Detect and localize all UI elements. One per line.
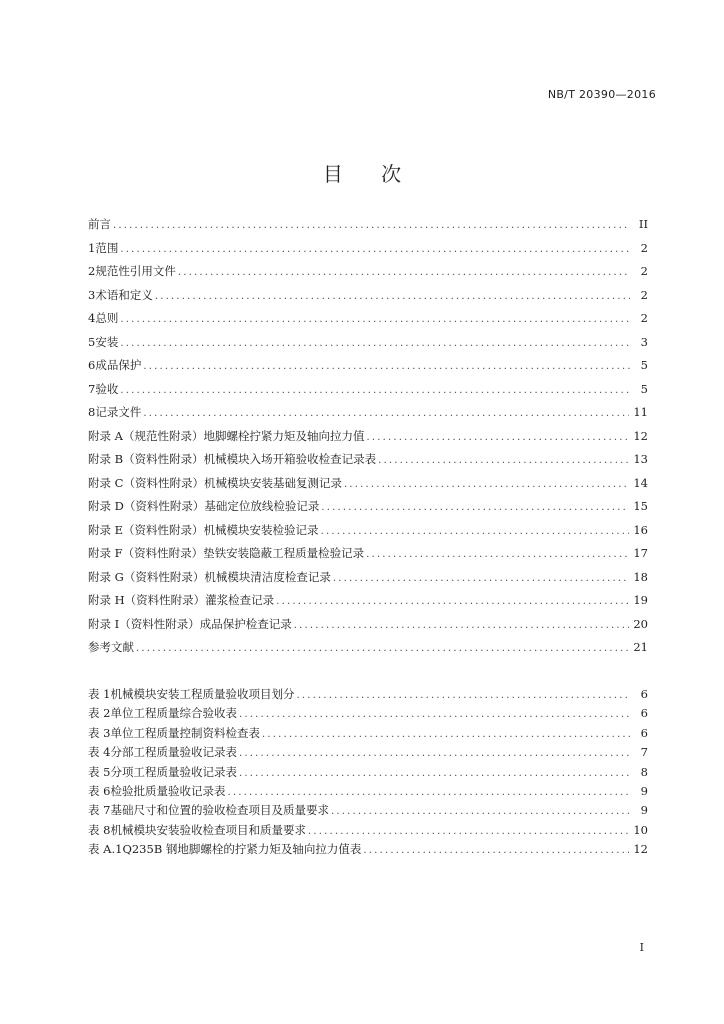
dot-leader (239, 709, 630, 720)
toc-entry-page: 12 (633, 428, 648, 443)
toc-entry-number: 表 3 (88, 725, 111, 740)
toc-entry-number: 6 (88, 358, 96, 372)
dot-leader (136, 643, 629, 654)
toc-entry-title: 单位工程质量综合验收表 (110, 706, 237, 721)
toc-entry-number: 附录 H（资料性附录） (88, 593, 206, 607)
toc-entry-title: 机械模块安装验收检查项目和质量要求 (110, 822, 306, 837)
toc-entry-table-6[interactable] (88, 783, 648, 802)
toc-entry-page: 5 (640, 358, 648, 372)
toc-entry-number: 8 (88, 405, 96, 419)
toc-entry-page: 6 (640, 706, 648, 721)
dot-leader (308, 826, 629, 837)
toc-entry-appendix-f[interactable] (88, 545, 648, 569)
toc-entry-appendix-h[interactable] (88, 592, 648, 616)
toc-entry-table-1[interactable] (88, 686, 648, 705)
toc-entry-number: 附录 D（资料性附录） (88, 499, 205, 513)
toc-entry-title: 规范性引用文件 (95, 264, 176, 278)
toc-entry-chapter-7[interactable] (88, 381, 648, 405)
toc-entry-table-8[interactable] (88, 822, 648, 841)
toc-entry-number: 4 (88, 311, 96, 325)
toc-entry-table-4[interactable] (88, 744, 648, 763)
toc-entry-chapter-3[interactable] (88, 287, 648, 311)
toc-entry-title: 检验批质量验收记录表 (110, 783, 226, 798)
toc-entry-number: 附录 B（资料性附录） (88, 452, 204, 466)
dot-leader (143, 361, 630, 372)
dot-leader (276, 596, 629, 607)
toc-entry-number: 附录 C（资料性附录） (88, 475, 204, 490)
toc-entry-title: 垫铁安装隐蔽工程质量检验记录 (203, 546, 365, 560)
toc-entry-table-5[interactable] (88, 764, 648, 783)
toc-entry-page: 9 (640, 783, 648, 798)
toc-tables-list (88, 686, 648, 861)
toc-entry-chapter-2[interactable] (88, 263, 648, 287)
toc-entry-number: 2 (88, 264, 96, 278)
dot-leader (296, 690, 630, 701)
toc-entry-title: 地脚螺栓拧紧力矩及轴向拉力值 (203, 428, 365, 443)
toc-entry-number: 表 7 (88, 803, 111, 818)
toc-entry-title: 前言 (88, 217, 111, 231)
toc-entry-page: 6 (640, 725, 648, 740)
toc-entry-title: 验收 (95, 381, 119, 396)
dot-leader (378, 455, 629, 466)
toc-entry-number: 附录 G（资料性附录） (88, 569, 205, 584)
dot-leader (120, 244, 630, 255)
toc-entry-number: 表 1 (88, 687, 111, 701)
toc-entry-number: 1 (88, 240, 96, 255)
toc-entry-title: 总则 (95, 311, 119, 325)
dot-leader (120, 338, 630, 349)
toc-entry-appendix-b[interactable] (88, 451, 648, 475)
toc-entry-page: 17 (633, 546, 648, 560)
dot-leader (344, 479, 629, 490)
toc-entry-number: 7 (88, 381, 96, 396)
toc-entry-page: 15 (633, 499, 648, 513)
toc-entry-title: 机械模块安装检验记录 (203, 522, 319, 537)
toc-entry-references[interactable] (88, 639, 648, 663)
dot-leader (294, 620, 630, 631)
toc-entry-title: 分部工程质量验收记录表 (110, 745, 237, 760)
dot-leader (113, 220, 630, 231)
toc-entry-number: 表 6 (88, 783, 111, 798)
toc-entry-title: 参考文献 (88, 640, 134, 654)
toc-entry-page: 2 (640, 240, 648, 255)
dot-leader (363, 845, 629, 856)
toc-entry-page: 9 (640, 803, 648, 818)
toc-entry-title: 灌浆检查记录 (205, 593, 275, 607)
dot-leader (120, 385, 630, 396)
toc-entry-title: 机械模块安装工程质量验收项目划分 (110, 687, 295, 701)
dot-leader (120, 314, 630, 325)
toc-entry-chapter-6[interactable] (88, 357, 648, 381)
toc-entry-title: 单位工程质量控制资料检查表 (110, 725, 260, 740)
toc-entry-page: 5 (640, 381, 648, 396)
toc-entry-page: 13 (633, 452, 648, 466)
toc-entry-page: 10 (633, 822, 648, 837)
toc-entry-number: 表 4 (88, 745, 111, 760)
toc-entry-page: 2 (640, 311, 648, 325)
toc-entry-appendix-c[interactable] (88, 475, 648, 499)
toc-entry-title: 机械模块入场开箱验收检查记录表 (203, 452, 377, 466)
toc-entry-page: 2 (640, 287, 648, 302)
toc-main-list (88, 216, 648, 663)
toc-entry-chapter-1[interactable] (88, 240, 648, 264)
dot-leader (143, 408, 629, 419)
toc-entry-page: 19 (633, 593, 648, 607)
toc-entry-page: 2 (640, 264, 648, 278)
page-title: 目 次 (322, 162, 418, 186)
toc-entry-chapter-8[interactable] (88, 404, 648, 428)
toc-entry-table-a1[interactable] (88, 841, 648, 860)
toc-entry-number: 附录 F（资料性附录） (88, 546, 204, 560)
toc-entry-number: 表 A.1 (88, 842, 123, 857)
toc-entry-title: 成品保护检查记录 (199, 616, 292, 631)
dot-leader (366, 549, 629, 560)
toc-entry-appendix-d[interactable] (88, 498, 648, 522)
toc-entry-title: 成品保护 (95, 358, 142, 372)
toc-entry-table-2[interactable] (88, 705, 648, 724)
toc-entry-page: 7 (640, 745, 648, 760)
toc-entry-appendix-g[interactable] (88, 569, 648, 593)
toc-entry-page: 16 (633, 522, 648, 537)
toc-entry-foreword[interactable] (88, 216, 648, 240)
toc-entry-title: 基础尺寸和位置的验收检查项目及质量要求 (110, 803, 329, 818)
toc-entry-number: 附录 E（资料性附录） (88, 522, 204, 537)
toc-entry-page: 3 (640, 334, 648, 349)
toc-entry-title: 基础定位放线检验记录 (204, 499, 320, 513)
toc-entry-number: 附录 A（规范性附录） (88, 428, 204, 443)
toc-entry-title: 安装 (95, 334, 119, 349)
toc-entry-number: 表 2 (88, 706, 111, 721)
toc-entry-title: 范围 (95, 240, 119, 255)
toc-entry-page: 12 (633, 842, 648, 857)
toc-entry-appendix-a[interactable] (88, 428, 648, 452)
toc-entry-page: 20 (633, 616, 648, 631)
dot-leader (333, 573, 630, 584)
toc-entry-number: 5 (88, 334, 96, 349)
toc-entry-appendix-i[interactable] (88, 616, 648, 640)
dot-leader (321, 526, 630, 537)
toc-entry-page: 6 (640, 687, 648, 701)
toc-entry-title: 分项工程质量验收记录表 (110, 764, 237, 779)
dot-leader (239, 768, 630, 779)
page-number: I (639, 941, 644, 954)
toc-entry-number: 表 5 (88, 764, 111, 779)
toc-entry-title: 机械模块安装基础复测记录 (203, 475, 342, 490)
dot-leader (331, 806, 630, 817)
toc-entry-appendix-e[interactable] (88, 522, 648, 546)
dot-leader (178, 267, 630, 278)
toc-entry-page: 18 (633, 569, 648, 584)
toc-entry-title: Q235B 钢地脚螺栓的拧紧力矩及轴向拉力值表 (122, 842, 362, 857)
dot-leader (155, 291, 630, 302)
toc-entry-table-7[interactable] (88, 802, 648, 821)
toc-entry-number: 附录 I（资料性附录） (88, 616, 200, 631)
toc-entry-number: 表 8 (88, 822, 111, 837)
toc-entry-chapter-5[interactable] (88, 334, 648, 358)
dot-leader (227, 787, 630, 798)
toc-entry-chapter-4[interactable] (88, 310, 648, 334)
standard-number: NB/T 20390—2016 (547, 88, 656, 101)
toc-entry-title: 记录文件 (95, 405, 142, 419)
toc-entry-page: 21 (633, 640, 648, 654)
toc-entry-page: 8 (640, 764, 648, 779)
toc-entry-page: II (638, 217, 648, 231)
toc-entry-page: 11 (633, 405, 648, 419)
dot-leader (239, 748, 630, 759)
toc-entry-table-3[interactable] (88, 725, 648, 744)
dot-leader (366, 432, 629, 443)
toc-entry-page: 14 (633, 475, 648, 490)
dot-leader (321, 502, 629, 513)
dot-leader (262, 729, 630, 740)
toc-entry-number: 3 (88, 287, 96, 302)
toc-entry-title: 机械模块清洁度检查记录 (204, 569, 331, 584)
toc-entry-title: 术语和定义 (95, 287, 153, 302)
